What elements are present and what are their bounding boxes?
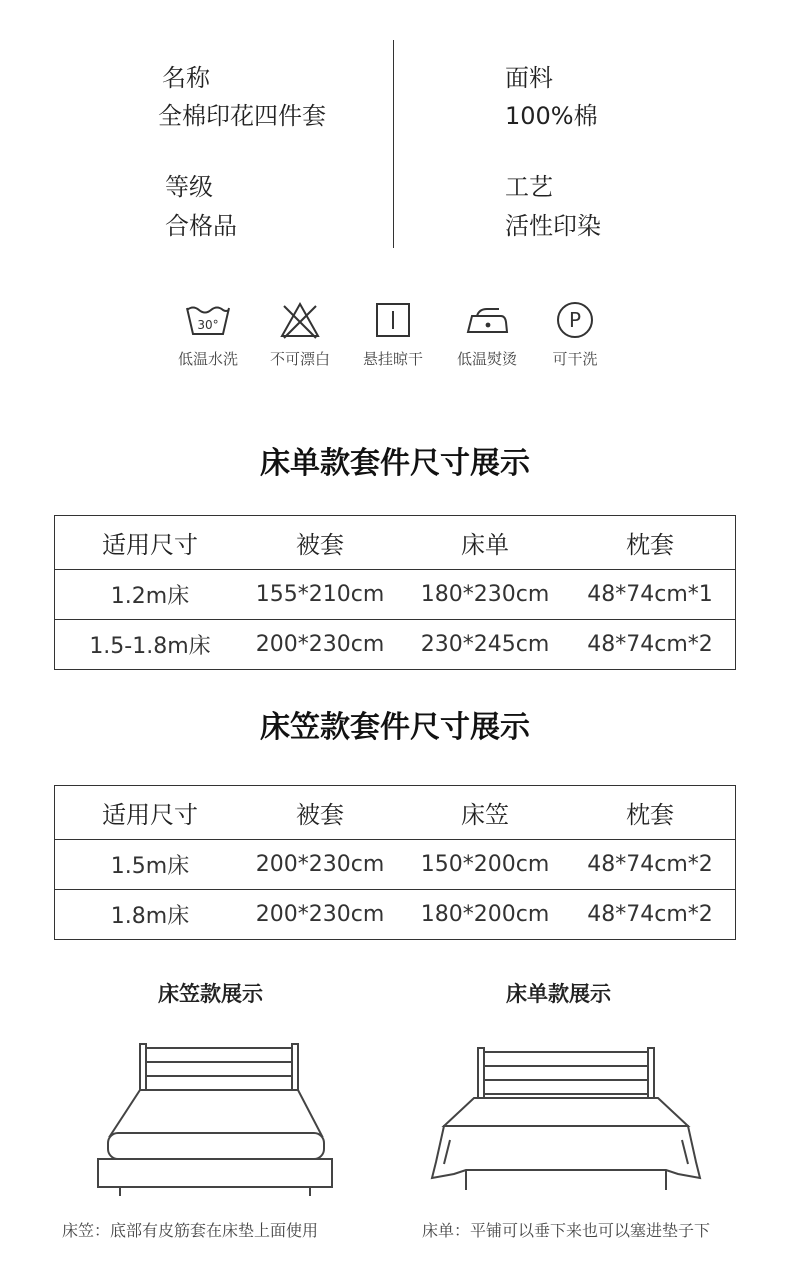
sheet-size-table <box>54 515 736 670</box>
table-cell: 48*74cm*2 <box>587 902 713 927</box>
care-label-wash: 低温水洗 <box>177 350 238 368</box>
grade-label: 等级 <box>165 173 213 201</box>
fitted-size-table <box>54 785 736 940</box>
grade-value: 合格品 <box>165 212 237 240</box>
care-label-bleach: 不可漂白 <box>269 350 330 368</box>
wash-temperature: 30° <box>197 318 219 332</box>
table-cell: 155*210cm <box>255 582 385 607</box>
table-cell: 150*200cm <box>420 852 550 877</box>
flat-sheet-bed-illustration <box>416 1040 716 1204</box>
table-cell: 48*74cm*2 <box>587 852 713 877</box>
fabric-label: 面料 <box>505 64 553 92</box>
table-cell: 180*200cm <box>420 902 550 927</box>
wash-30-icon <box>182 296 234 346</box>
fitted-display-title: 床笠款展示 <box>158 982 263 1006</box>
table-row <box>55 839 735 889</box>
header-cell: 被套 <box>296 531 344 559</box>
header-cell: 床笠 <box>461 801 509 829</box>
table-header-row <box>55 516 735 569</box>
name-label: 名称 <box>162 64 210 92</box>
table-cell: 48*74cm*2 <box>587 632 713 657</box>
care-label-iron: 低温熨烫 <box>456 350 517 368</box>
header-cell: 枕套 <box>626 531 674 559</box>
fitted-bed-illustration <box>90 1040 350 1204</box>
table-cell: 1.5m床 <box>110 854 190 879</box>
table-row <box>55 889 735 939</box>
dry-clean-p-icon <box>549 296 601 346</box>
no-bleach-icon <box>274 296 326 346</box>
sheet-caption: 床单：平铺可以垂下来也可以塞进垫子下 <box>422 1221 711 1240</box>
table-cell: 1.8m床 <box>110 904 190 929</box>
table-row <box>55 619 735 669</box>
header-cell: 被套 <box>296 801 344 829</box>
sheet-display-title: 床单款展示 <box>506 982 611 1006</box>
table-cell: 230*245cm <box>420 632 550 657</box>
table-cell: 200*230cm <box>255 852 385 877</box>
fitted-caption: 床笠：底部有皮筋套在床垫上面使用 <box>62 1221 319 1240</box>
table-cell: 1.2m床 <box>110 584 190 609</box>
dry-clean-letter: P <box>568 308 582 332</box>
craft-label: 工艺 <box>505 173 553 201</box>
table-cell: 200*230cm <box>255 902 385 927</box>
header-cell: 床单 <box>461 531 509 559</box>
spec-divider <box>393 40 394 248</box>
name-value: 全棉印花四件套 <box>158 102 326 130</box>
care-label-dryclean: 可干洗 <box>552 350 598 368</box>
care-label-dry: 悬挂晾干 <box>362 350 423 368</box>
table-header-row <box>55 786 735 839</box>
hang-dry-icon <box>367 296 419 346</box>
header-cell: 适用尺寸 <box>102 531 198 559</box>
table-cell: 48*74cm*1 <box>587 582 713 607</box>
table-cell: 200*230cm <box>255 632 385 657</box>
table-cell: 180*230cm <box>420 582 550 607</box>
craft-value: 活性印染 <box>505 212 601 240</box>
table-cell: 1.5-1.8m床 <box>89 634 211 659</box>
header-cell: 适用尺寸 <box>102 801 198 829</box>
table-row <box>55 569 735 619</box>
fitted-table-title: 床笠款套件尺寸展示 <box>260 710 530 745</box>
fabric-value: 100%棉 <box>505 102 598 130</box>
iron-low-icon <box>461 296 513 346</box>
header-cell: 枕套 <box>626 801 674 829</box>
sheet-table-title: 床单款套件尺寸展示 <box>260 446 530 481</box>
